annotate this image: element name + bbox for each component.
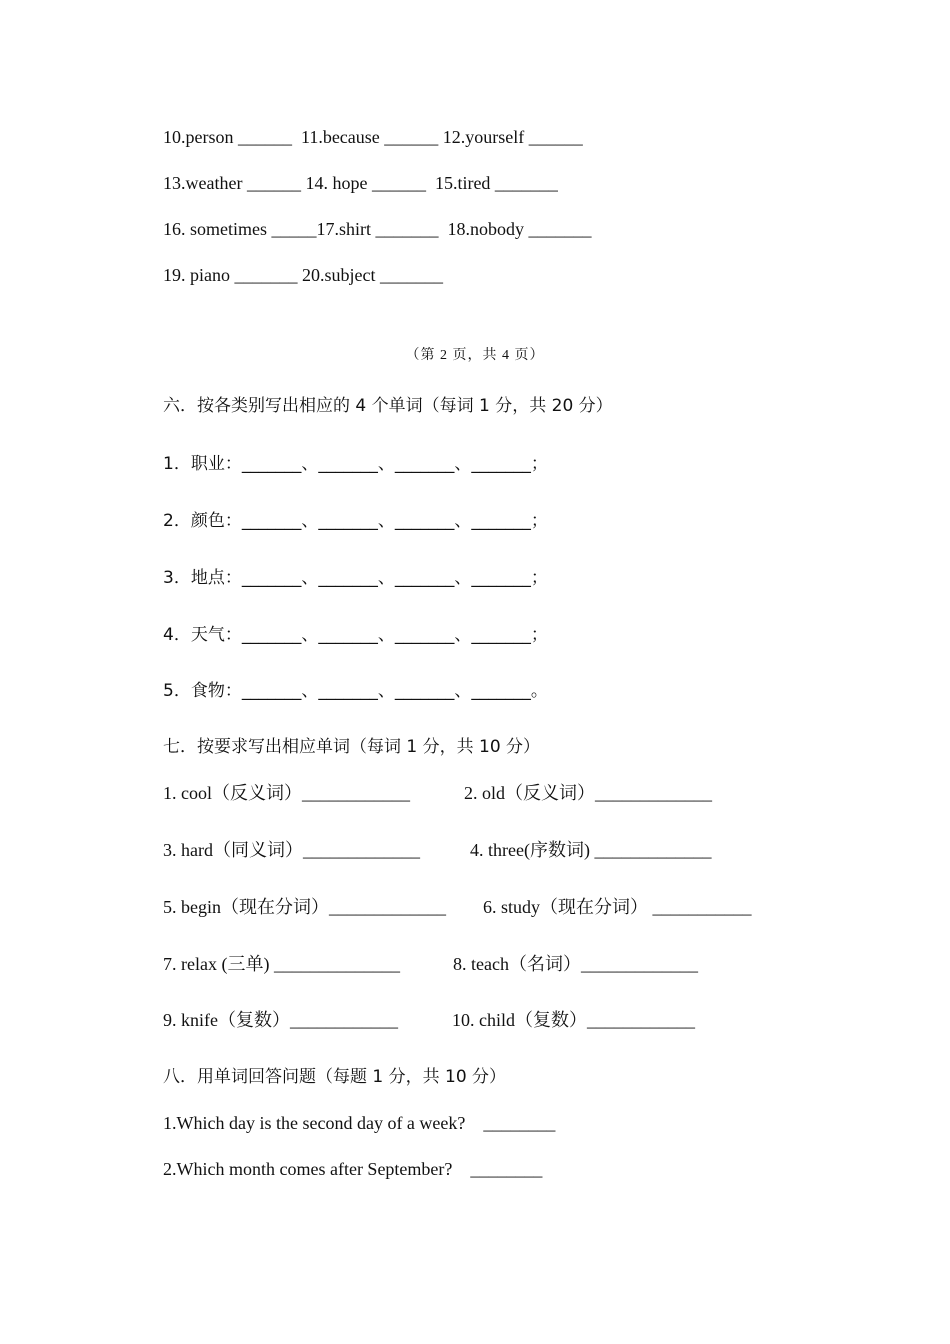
section7-item-right: 8. teach（名词）_____________ [453, 954, 698, 974]
section8-heading: 八．用单词回答问题（每题 1 分，共 10 分） [163, 1067, 507, 1087]
section7-item-left: 7. relax (三单) ______________ [163, 954, 400, 974]
section7-item-left: 5. begin（现在分词）_____________ [163, 897, 446, 917]
vocab-line: 19. piano _______ 20.subject _______ [163, 265, 443, 285]
section6-item: 3．地点：_______、_______、_______、_______； [163, 568, 548, 588]
vocab-line: 16. sometimes _____17.shirt _______ 18.nobody _______ [163, 219, 592, 239]
section6-item: 4．天气：_______、_______、_______、_______； [163, 625, 548, 645]
section7-item-left: 9. knife（复数）____________ [163, 1010, 398, 1030]
section7-item-left: 3. hard（同义词）_____________ [163, 840, 420, 860]
section7-item-right: 6. study（现在分词） ___________ [483, 897, 752, 917]
vocab-line: 10.person ______ 11.because ______ 12.yourself ______ [163, 127, 583, 147]
section7-item-right: 10. child（复数）____________ [452, 1010, 695, 1030]
section6-item: 5．食物：_______、_______、_______、_______。 [163, 681, 548, 701]
section8-question: 2.Which month comes after September? ________ [163, 1159, 543, 1179]
section7-item-right: 4. three(序数词) _____________ [470, 840, 712, 860]
section7-item-left: 1. cool（反义词）____________ [163, 783, 410, 803]
section6-item: 1．职业：_______、_______、_______、_______； [163, 454, 548, 474]
section6-item: 2．颜色：_______、_______、_______、_______； [163, 511, 548, 531]
page-footer: （第 2 页，共 4 页） [405, 348, 545, 363]
vocab-line: 13.weather ______ 14. hope ______ 15.tired _______ [163, 173, 558, 193]
section7-heading: 七．按要求写出相应单词（每词 1 分，共 10 分） [163, 737, 541, 757]
section7-item-right: 2. old（反义词）_____________ [464, 783, 713, 803]
section6-heading: 六．按各类别写出相应的 4 个单词（每词 1 分，共 20 分） [163, 396, 613, 416]
section8-question: 1.Which day is the second day of a week? ________ [163, 1113, 556, 1133]
